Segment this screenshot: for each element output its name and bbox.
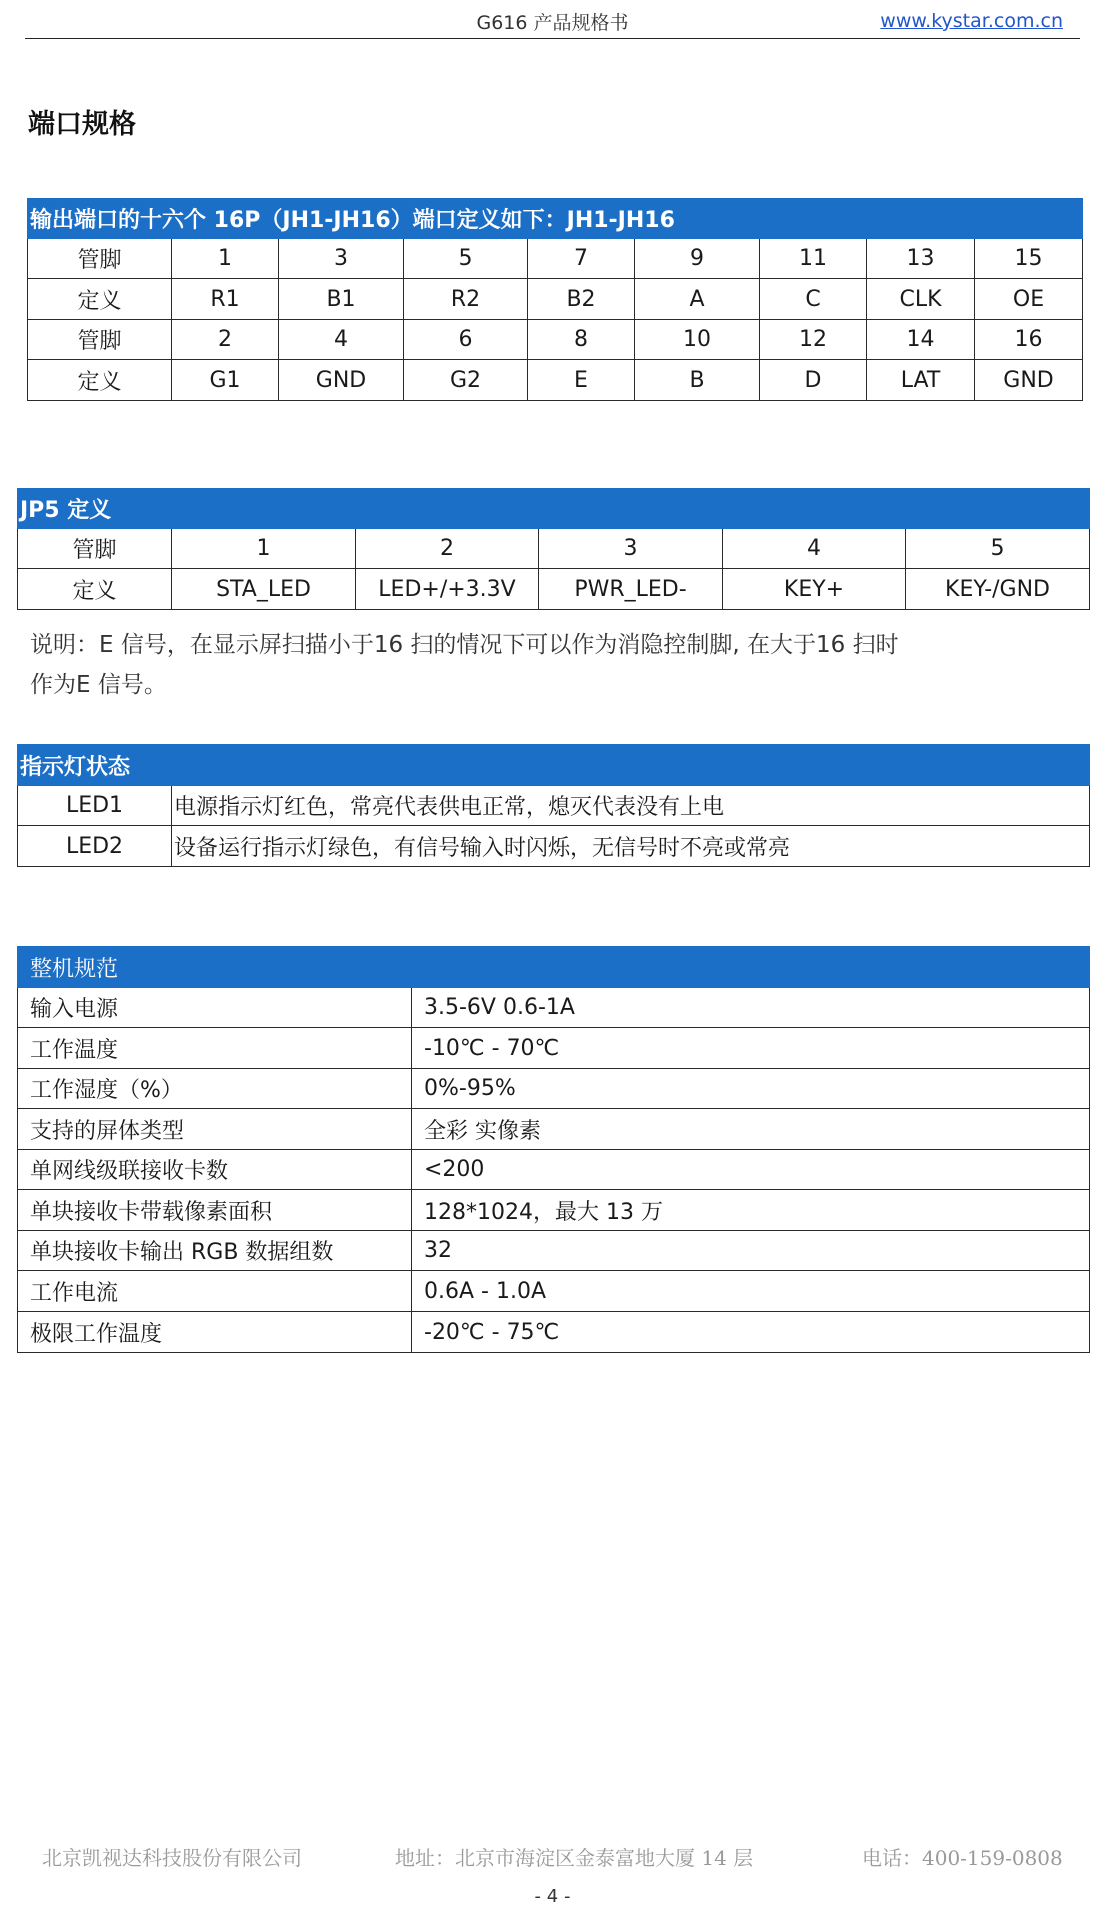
table-cell: 16 xyxy=(975,320,1083,360)
table-cell: GND xyxy=(279,360,404,401)
table-cell: E xyxy=(528,360,635,401)
table-cell: 设备运行指示灯绿色，有信号输入时闪烁，无信号时不亮或常亮 xyxy=(172,826,1090,867)
table-cell: 8 xyxy=(528,320,635,360)
table-cell: 管脚 xyxy=(28,320,172,360)
table-cell: G2 xyxy=(404,360,528,401)
table-cell: 2 xyxy=(356,529,539,569)
table-cell: 12 xyxy=(760,320,867,360)
table-cell: 4 xyxy=(279,320,404,360)
table-cell: LAT xyxy=(867,360,975,401)
footer-company: 北京凯视达科技股份有限公司 xyxy=(42,1846,302,1870)
table-cell: 1 xyxy=(172,529,356,569)
table-cell: 电源指示灯红色，常亮代表供电正常，熄灭代表没有上电 xyxy=(172,786,1090,826)
table-cell: 15 xyxy=(975,239,1083,279)
table-cell: 2 xyxy=(172,320,279,360)
table-cell: PWR_LED- xyxy=(539,569,723,610)
table-row xyxy=(28,239,1083,279)
note-line-1: 说明：E 信号，在显示屏扫描小于16 扫的情况下可以作为消隐控制脚, 在大于16 扫时 xyxy=(30,632,899,658)
table-cell: CLK xyxy=(867,279,975,320)
table-cell: 工作电流 xyxy=(18,1271,412,1312)
table-cell: 0%-95% xyxy=(412,1069,1090,1109)
table-cell: 支持的屏体类型 xyxy=(18,1109,412,1150)
table-row xyxy=(18,988,1090,1028)
table-cell: OE xyxy=(975,279,1083,320)
table-cell: 3 xyxy=(539,529,723,569)
section-title: 端口规格 xyxy=(28,109,136,140)
machine-spec-table xyxy=(17,946,1090,1353)
document-title: G616 产品规格书 xyxy=(476,12,629,34)
table-cell: 32 xyxy=(412,1231,1090,1271)
table-row xyxy=(18,786,1090,826)
table-cell: 128*1024，最大 13 万 xyxy=(412,1190,1090,1231)
table-cell: 1 xyxy=(172,239,279,279)
table-cell: 5 xyxy=(404,239,528,279)
table-cell: <200 xyxy=(412,1150,1090,1190)
table-row xyxy=(18,569,1090,610)
table-cell: R2 xyxy=(404,279,528,320)
footer-address: 地址：北京市海淀区金泰富地大厦 14 层 xyxy=(395,1846,754,1870)
table-cell: 输入电源 xyxy=(18,988,412,1028)
table-cell: 定义 xyxy=(18,569,172,610)
table-cell: 7 xyxy=(528,239,635,279)
table-cell: 工作湿度（%） xyxy=(18,1069,412,1109)
table-cell: B xyxy=(635,360,760,401)
table-cell: LED1 xyxy=(18,786,172,826)
table-cell: 13 xyxy=(867,239,975,279)
table-cell: 0.6A - 1.0A xyxy=(412,1271,1090,1312)
table-cell: GND xyxy=(975,360,1083,401)
table-cell: D xyxy=(760,360,867,401)
table-cell: LED+/+3.3V xyxy=(356,569,539,610)
note-line-2: 作为E 信号。 xyxy=(30,672,167,698)
table-row xyxy=(18,1312,1090,1353)
table-cell: 单网线级联接收卡数 xyxy=(18,1150,412,1190)
port-definition-table xyxy=(27,198,1083,401)
table-cell: A xyxy=(635,279,760,320)
table-row xyxy=(28,360,1083,401)
jp5-definition-table xyxy=(17,488,1090,610)
table-cell: B1 xyxy=(279,279,404,320)
table-cell: 10 xyxy=(635,320,760,360)
table-row xyxy=(18,1231,1090,1271)
website-link[interactable]: www.kystar.com.cn xyxy=(880,10,1063,32)
table-row xyxy=(18,1069,1090,1109)
table-cell: KEY-/GND xyxy=(906,569,1090,610)
table-caption: 整机规范 xyxy=(18,947,1090,988)
table-row xyxy=(18,1028,1090,1069)
table-cell: B2 xyxy=(528,279,635,320)
table-cell: G1 xyxy=(172,360,279,401)
table-cell: LED2 xyxy=(18,826,172,867)
page-number: - 4 - xyxy=(534,1886,571,1907)
table-row xyxy=(18,529,1090,569)
table-cell: 定义 xyxy=(28,360,172,401)
table-cell: -20℃ - 75℃ xyxy=(412,1312,1090,1353)
table-cell: KEY+ xyxy=(723,569,906,610)
table-cell: 管脚 xyxy=(18,529,172,569)
table-caption: JP5 定义 xyxy=(18,489,1090,529)
table-row xyxy=(28,320,1083,360)
table-caption: 指示灯状态 xyxy=(18,745,1090,786)
table-row xyxy=(18,1150,1090,1190)
table-cell: 4 xyxy=(723,529,906,569)
table-cell: 单块接收卡带载像素面积 xyxy=(18,1190,412,1231)
table-cell: 工作温度 xyxy=(18,1028,412,1069)
table-cell: 3.5-6V 0.6-1A xyxy=(412,988,1090,1028)
table-cell: 定义 xyxy=(28,279,172,320)
footer-phone: 电话：400-159-0808 xyxy=(862,1846,1063,1870)
table-cell: -10℃ - 70℃ xyxy=(412,1028,1090,1069)
table-cell: 11 xyxy=(760,239,867,279)
table-cell: 全彩 实像素 xyxy=(412,1109,1090,1150)
table-cell: 5 xyxy=(906,529,1090,569)
table-caption: 输出端口的十六个 16P（JH1-JH16）端口定义如下：JH1-JH16 xyxy=(28,199,1083,239)
table-row xyxy=(18,1190,1090,1231)
table-row xyxy=(18,1271,1090,1312)
table-row xyxy=(28,279,1083,320)
table-cell: C xyxy=(760,279,867,320)
table-cell: 单块接收卡输出 RGB 数据组数 xyxy=(18,1231,412,1271)
header-divider xyxy=(25,38,1080,39)
table-cell: 6 xyxy=(404,320,528,360)
table-cell: 3 xyxy=(279,239,404,279)
indicator-status-table xyxy=(17,744,1090,867)
table-cell: STA_LED xyxy=(172,569,356,610)
table-cell: 14 xyxy=(867,320,975,360)
table-row xyxy=(18,826,1090,867)
table-cell: 管脚 xyxy=(28,239,172,279)
table-cell: 极限工作温度 xyxy=(18,1312,412,1353)
table-cell: 9 xyxy=(635,239,760,279)
table-cell: R1 xyxy=(172,279,279,320)
table-row xyxy=(18,1109,1090,1150)
